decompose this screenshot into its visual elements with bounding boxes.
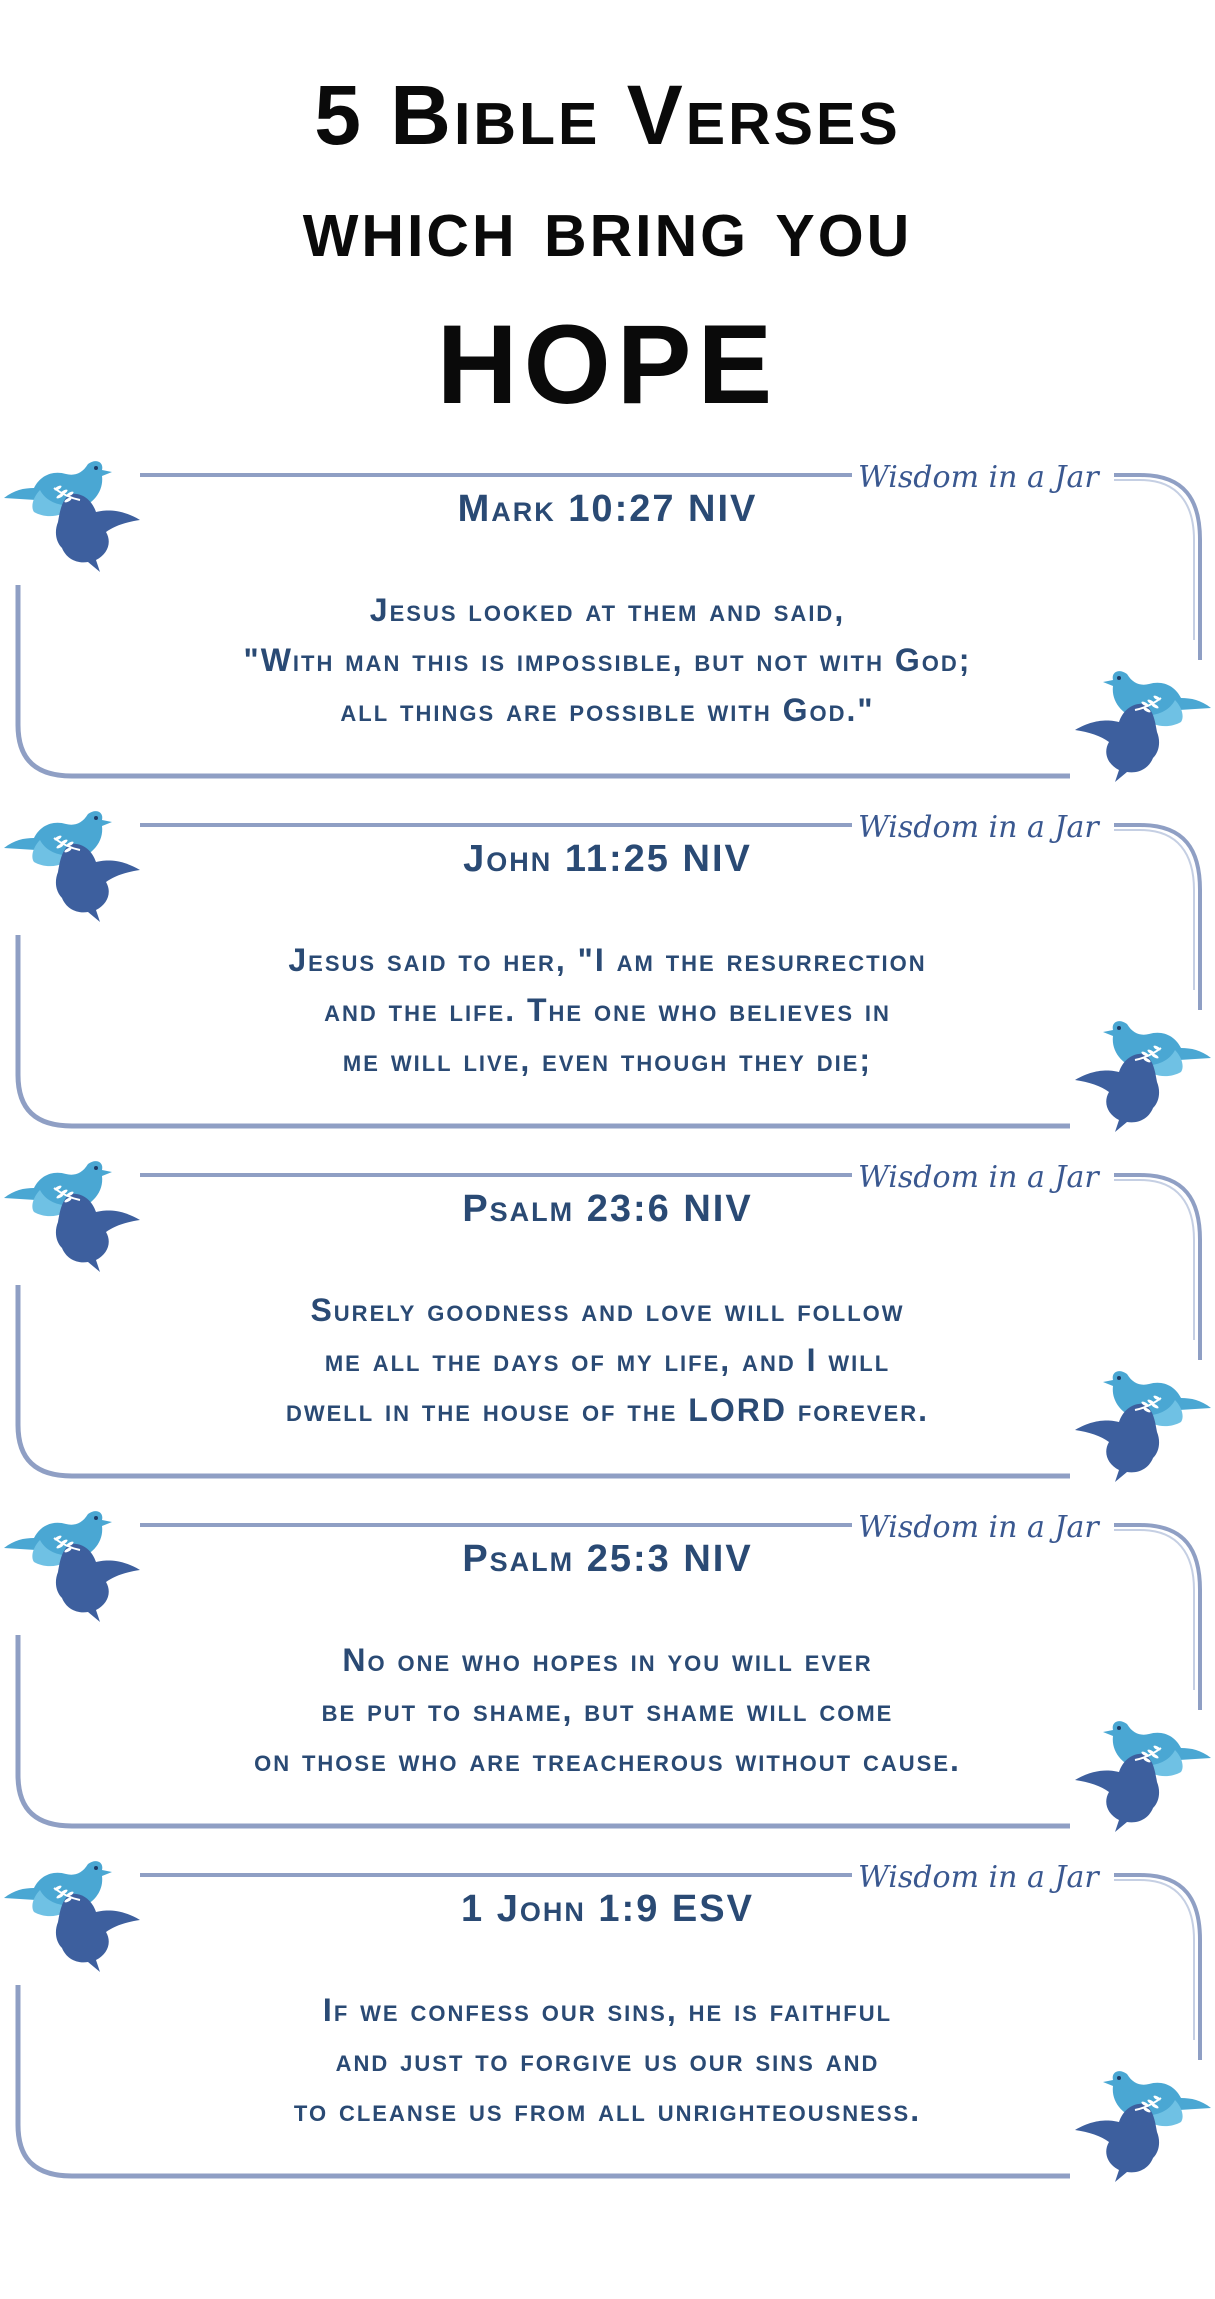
brand-watermark: Wisdom in a Jar: [852, 810, 1114, 845]
verse-text: [110, 935, 1105, 1085]
dove-icon: [0, 800, 150, 925]
verse-reference: 1 John 1:9 ESV: [461, 1888, 754, 1930]
verse-text: [110, 1635, 1105, 1785]
verse-reference: Psalm 25:3 NIV: [462, 1538, 753, 1580]
verse-text: [110, 1285, 1105, 1435]
verse-card: [0, 1860, 1215, 2190]
verse-line: be put to shame, but shame will come: [321, 1692, 894, 1728]
dove-icon: [0, 1850, 150, 1975]
title-hope: HOPE: [436, 302, 779, 427]
verse-line: me all the days of my life, and I will: [324, 1342, 891, 1378]
verse-line: "With man this is impossible, but not with God;: [243, 642, 972, 678]
dove-icon: [1065, 1360, 1215, 1485]
verse-line: Surely goodness and love will follow: [310, 1292, 905, 1328]
verse-card: [0, 810, 1215, 1140]
dove-icon: [1065, 1010, 1215, 1135]
verse-reference: John 11:25 NIV: [463, 838, 752, 880]
verse-line: dwell in the house of the LORD forever.: [285, 1392, 930, 1428]
verse-line: and the life. The one who believes in: [324, 992, 891, 1028]
verse-line: Jesus said to her, "I am the resurrection: [288, 942, 927, 978]
verse-card: [0, 1510, 1215, 1840]
verse-line: If we confess our sins, he is faithful: [322, 1992, 893, 2028]
brand-watermark: Wisdom in a Jar: [852, 1860, 1114, 1895]
dove-icon: [0, 1500, 150, 1625]
dove-icon: [0, 1150, 150, 1275]
dove-icon: [1065, 1710, 1215, 1835]
verse-card: [0, 1160, 1215, 1490]
brand-watermark: Wisdom in a Jar: [852, 460, 1114, 495]
brand-watermark: Wisdom in a Jar: [852, 1160, 1114, 1195]
verse-card: [0, 460, 1215, 790]
verse-line: me will live, even though they die;: [342, 1042, 873, 1078]
dove-icon: [0, 450, 150, 575]
dove-icon: [1065, 2060, 1215, 2185]
verse-line: on those who are treacherous without cause.: [254, 1742, 961, 1778]
title-line-1: 5 Bible Verses: [314, 68, 901, 162]
verse-reference: Psalm 23:6 NIV: [462, 1188, 753, 1230]
verse-line: Jesus looked at them and said,: [369, 592, 846, 628]
verse-line: No one who hopes in you will ever: [342, 1642, 873, 1678]
brand-watermark: Wisdom in a Jar: [852, 1510, 1114, 1545]
title-line-2: which bring you: [302, 180, 913, 274]
verse-reference: Mark 10:27 NIV: [457, 488, 758, 530]
verse-text: [110, 585, 1105, 735]
verse-line: all things are possible with God.": [340, 692, 875, 728]
verse-text: [110, 1985, 1105, 2135]
dove-icon: [1065, 660, 1215, 785]
verse-line: to cleanse us from all unrighteousness.: [293, 2092, 922, 2128]
verse-line: and just to forgive us our sins and: [335, 2042, 880, 2078]
